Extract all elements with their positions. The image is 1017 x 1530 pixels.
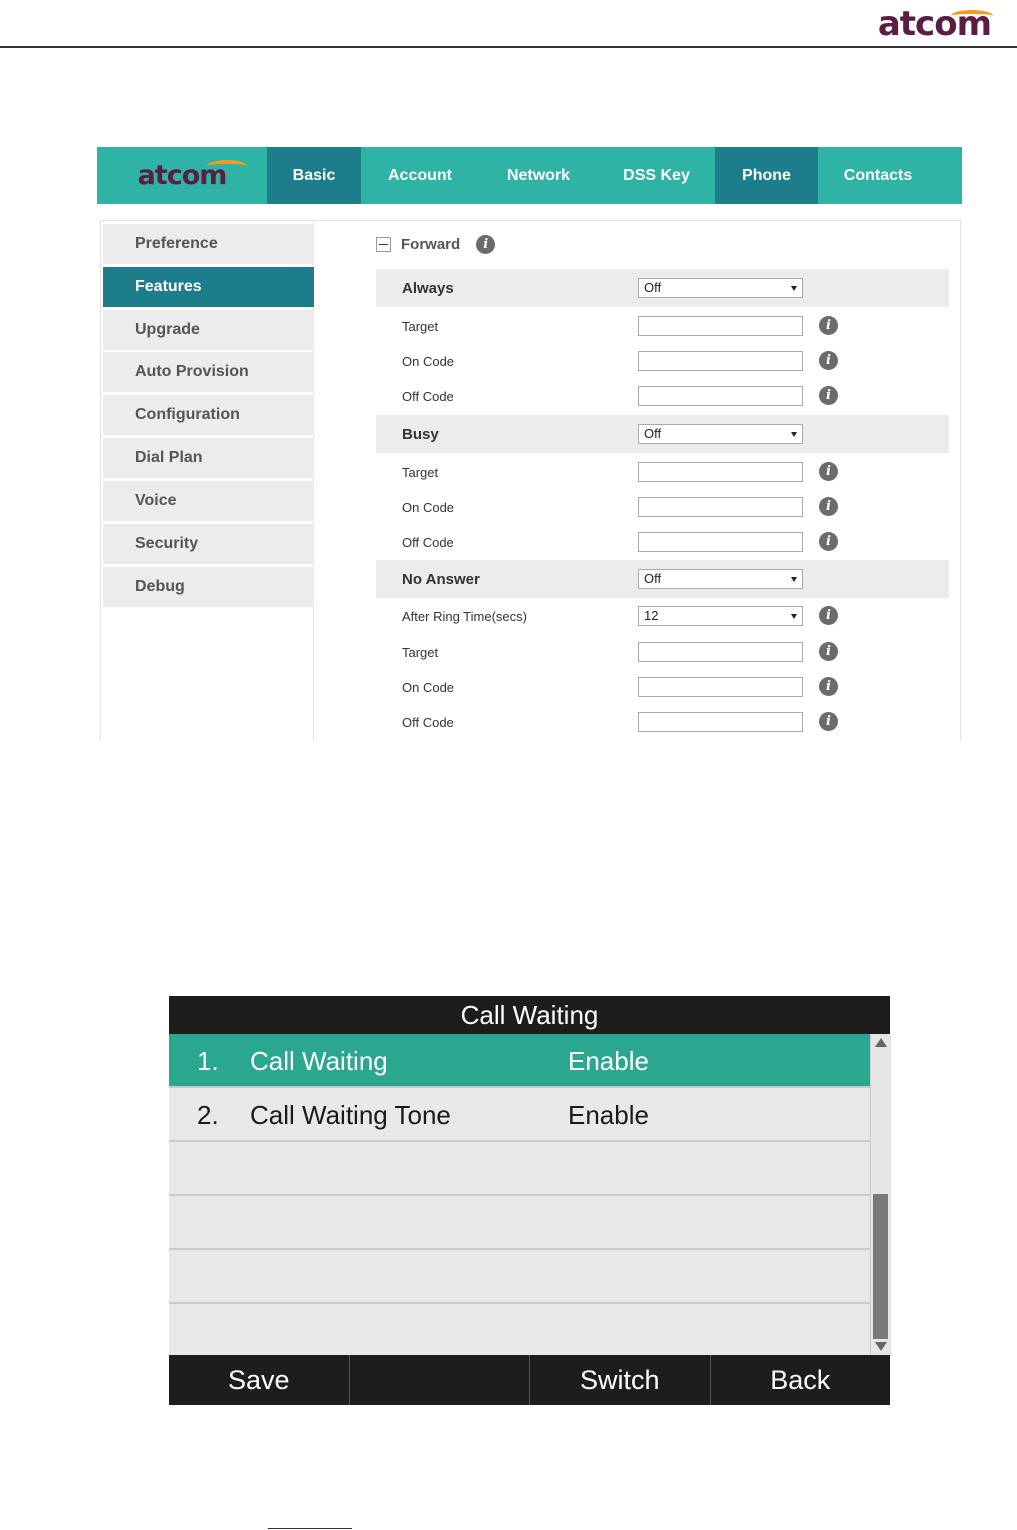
busy-off-code-input[interactable] bbox=[638, 532, 803, 552]
logo-swoosh bbox=[951, 10, 993, 22]
row-busy-target bbox=[376, 453, 949, 491]
scrollbar[interactable] bbox=[870, 1034, 891, 1355]
scroll-thumb[interactable] bbox=[873, 1194, 888, 1339]
sidebar-item-auto-provision[interactable]: Auto Provision bbox=[103, 352, 314, 392]
item-value: Enable bbox=[568, 1046, 649, 1076]
row-no-answer bbox=[376, 560, 949, 598]
dropdown-arrow-icon bbox=[791, 432, 797, 437]
back-softkey[interactable]: Back bbox=[770, 1364, 831, 1395]
phone-menu-list bbox=[169, 1034, 870, 1355]
list-item-empty bbox=[169, 1142, 870, 1196]
sidebar-item-dial-plan[interactable]: Dial Plan bbox=[103, 438, 314, 478]
nav-brand-logo bbox=[97, 147, 267, 204]
phone-screen bbox=[169, 996, 890, 1405]
row-no-answer-off-code bbox=[376, 703, 949, 741]
after-ring-time-select[interactable] bbox=[638, 606, 803, 626]
row-label: Target bbox=[402, 318, 439, 334]
switch-softkey[interactable]: Switch bbox=[530, 1355, 711, 1405]
list-item-empty bbox=[169, 1304, 870, 1355]
select-value: Off bbox=[644, 571, 662, 586]
info-icon[interactable]: i bbox=[819, 712, 838, 731]
always-off-code-input[interactable] bbox=[638, 386, 803, 406]
sidebar-item-debug[interactable]: Debug bbox=[103, 567, 314, 607]
scroll-down-icon[interactable] bbox=[875, 1342, 887, 1351]
empty-softkey[interactable] bbox=[350, 1355, 531, 1405]
atcom-logo bbox=[878, 4, 991, 44]
save-softkey[interactable]: Save bbox=[169, 1355, 350, 1405]
top-nav bbox=[97, 147, 962, 204]
brand-swoosh bbox=[207, 160, 247, 172]
info-icon[interactable]: i bbox=[819, 386, 838, 405]
row-label: On Code bbox=[402, 499, 455, 515]
footer-underline bbox=[268, 1528, 352, 1529]
row-after-ring-time bbox=[376, 597, 949, 635]
row-always-target bbox=[376, 307, 949, 345]
info-icon[interactable]: i bbox=[476, 235, 495, 254]
info-icon[interactable]: i bbox=[819, 462, 838, 481]
sidebar-item-features[interactable]: Features bbox=[103, 267, 314, 307]
sidebar-item-voice[interactable]: Voice bbox=[103, 481, 314, 521]
sidebar-item-security[interactable]: Security bbox=[103, 524, 314, 564]
content-panel bbox=[100, 220, 961, 740]
busy-on-code-input[interactable] bbox=[638, 497, 803, 517]
info-icon[interactable]: i bbox=[819, 316, 838, 335]
tab-contacts[interactable]: Contacts bbox=[843, 166, 913, 184]
row-label: Off Code bbox=[402, 388, 454, 404]
row-always-off-code bbox=[376, 377, 949, 415]
row-label: On Code bbox=[402, 679, 455, 695]
always-select[interactable] bbox=[638, 278, 803, 298]
list-item-empty bbox=[169, 1196, 870, 1250]
tab-account[interactable]: Account bbox=[388, 166, 452, 184]
item-number: 2. bbox=[197, 1100, 219, 1130]
sidebar-item-preference[interactable]: Preference bbox=[103, 224, 314, 264]
collapse-icon[interactable] bbox=[376, 237, 391, 252]
row-label: No Answer bbox=[402, 570, 480, 588]
row-label: Off Code bbox=[402, 714, 454, 730]
row-busy-on-code bbox=[376, 488, 949, 526]
web-ui-screenshot bbox=[97, 147, 962, 739]
tab-basic[interactable]: Basic bbox=[267, 147, 361, 204]
info-icon[interactable]: i bbox=[819, 532, 838, 551]
no-answer-select[interactable] bbox=[638, 569, 803, 589]
row-label: Off Code bbox=[402, 534, 454, 550]
sidebar bbox=[101, 221, 314, 740]
section-title: Forward bbox=[401, 235, 461, 253]
item-value: Enable bbox=[568, 1100, 649, 1130]
row-label: Always bbox=[402, 279, 454, 297]
header-rule bbox=[0, 46, 1017, 48]
busy-select[interactable] bbox=[638, 424, 803, 444]
no-answer-on-code-input[interactable] bbox=[638, 677, 803, 697]
busy-target-input[interactable] bbox=[638, 462, 803, 482]
list-item-call-waiting-tone[interactable] bbox=[169, 1088, 870, 1142]
info-icon[interactable]: i bbox=[819, 677, 838, 696]
select-value: Off bbox=[644, 280, 662, 295]
list-item-empty bbox=[169, 1250, 870, 1304]
sidebar-item-upgrade[interactable]: Upgrade bbox=[103, 310, 314, 350]
item-number: 1. bbox=[197, 1046, 219, 1076]
tab-phone[interactable]: Phone bbox=[715, 147, 818, 204]
dropdown-arrow-icon bbox=[791, 577, 797, 582]
row-label: Target bbox=[402, 644, 439, 660]
scroll-up-icon[interactable] bbox=[875, 1038, 887, 1047]
item-label: Call Waiting Tone bbox=[250, 1100, 451, 1130]
info-icon[interactable]: i bbox=[819, 351, 838, 370]
phone-title: Call Waiting bbox=[169, 996, 890, 1034]
row-label: Busy bbox=[402, 425, 439, 443]
item-label: Call Waiting bbox=[250, 1046, 388, 1076]
row-always-on-code bbox=[376, 342, 949, 380]
info-icon[interactable]: i bbox=[819, 497, 838, 516]
tab-dss-key[interactable]: DSS Key bbox=[623, 166, 690, 184]
sidebar-item-configuration[interactable]: Configuration bbox=[103, 395, 314, 435]
list-item-call-waiting[interactable] bbox=[169, 1034, 870, 1088]
select-value: 12 bbox=[644, 608, 659, 623]
always-on-code-input[interactable] bbox=[638, 351, 803, 371]
row-no-answer-target bbox=[376, 633, 949, 671]
row-no-answer-on-code bbox=[376, 668, 949, 706]
forward-section-header bbox=[376, 233, 495, 255]
info-icon[interactable]: i bbox=[819, 606, 838, 625]
brand-text: atcom bbox=[137, 160, 227, 191]
dropdown-arrow-icon bbox=[791, 286, 797, 291]
row-label: On Code bbox=[402, 353, 455, 369]
softkey-bar bbox=[169, 1355, 890, 1405]
info-icon[interactable]: i bbox=[819, 642, 838, 661]
row-busy bbox=[376, 415, 949, 453]
dropdown-arrow-icon bbox=[791, 614, 797, 619]
logo-text: atcom bbox=[877, 4, 991, 44]
row-label: Target bbox=[402, 464, 439, 480]
row-busy-off-code bbox=[376, 523, 949, 561]
no-answer-off-code-input[interactable] bbox=[638, 712, 803, 732]
select-value: Off bbox=[644, 426, 662, 441]
tab-network[interactable]: Network bbox=[506, 166, 571, 184]
always-target-input[interactable] bbox=[638, 316, 803, 336]
row-always bbox=[376, 269, 949, 307]
row-label: After Ring Time(secs) bbox=[402, 608, 527, 624]
no-answer-target-input[interactable] bbox=[638, 642, 803, 662]
